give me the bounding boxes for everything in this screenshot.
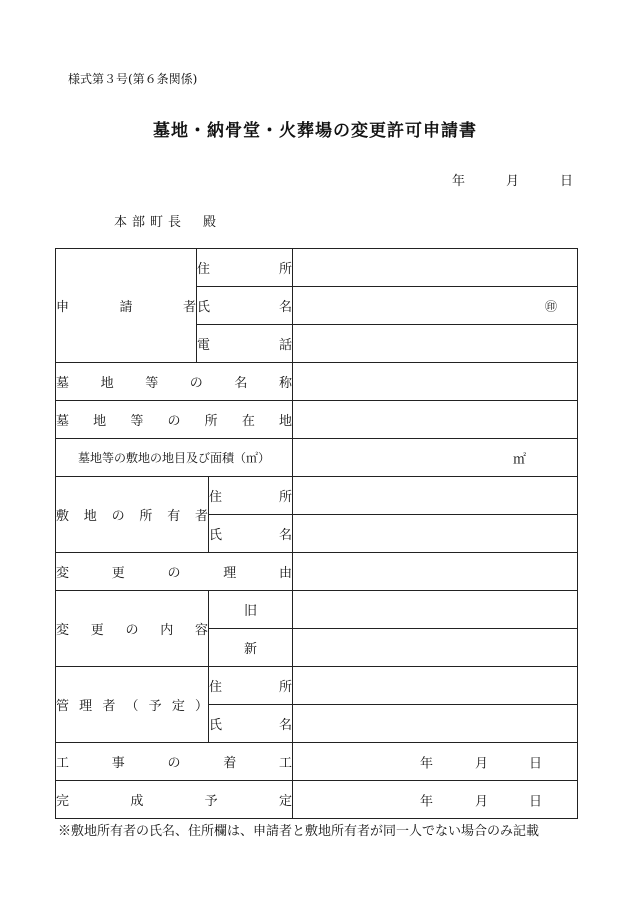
owner-name-label: 氏名 [209,515,293,553]
application-form-table [55,248,578,819]
area-unit: ㎡ [513,452,527,467]
manager-label: 管理者（予定） [56,667,209,743]
owner-address-field[interactable] [293,477,578,515]
applicant-name-field[interactable] [293,287,578,325]
manager-address-field[interactable] [293,667,578,705]
construction-year-label: 年 [420,756,434,771]
table-row [56,553,578,591]
owner-label: 敷地の所有者 [56,477,209,553]
manager-address-label: 住所 [209,667,293,705]
change-new-label: 新 [209,629,293,667]
applicant-label: 申請者 [56,249,197,363]
manager-name-label: 氏名 [209,705,293,743]
table-row [56,401,578,439]
completion-day-label: 日 [529,794,543,809]
table-row [56,439,578,477]
completion-planned-label: 完成予定 [56,781,293,819]
addressee-honorific: 殿 [203,215,217,230]
change-old-label: 旧 [209,591,293,629]
table-row [56,477,578,515]
applicant-phone-label: 電話 [197,325,293,363]
addressee: 本部町長 [114,215,187,230]
date-year-label: 年 [452,174,466,189]
change-new-field[interactable] [293,629,578,667]
change-old-field[interactable] [293,591,578,629]
construction-day-label: 日 [529,756,543,771]
facility-location-field[interactable] [293,401,578,439]
change-content-label: 変更の内容 [56,591,209,667]
date-day-label: 日 [560,174,574,189]
completion-month-label: 月 [475,794,489,809]
facility-location-label: 墓地等の所在地 [56,401,293,439]
applicant-name-label: 氏名 [197,287,293,325]
owner-name-field[interactable] [293,515,578,553]
form-number: 様式第３号(第６条関係) [68,72,198,86]
land-area-label: 墓地等の敷地の地目及び面積（㎡） [56,439,293,477]
table-row [56,781,578,819]
table-row [56,363,578,401]
date-month-label: 月 [506,174,520,189]
table-row [56,591,578,629]
manager-name-field[interactable] [293,705,578,743]
facility-name-label: 墓地等の名称 [56,363,293,401]
document-title: 墓地・納骨堂・火葬場の変更許可申請書 [153,121,477,141]
applicant-address-label: 住所 [197,249,293,287]
completion-year-label: 年 [420,794,434,809]
applicant-phone-field[interactable] [293,325,578,363]
construction-start-label: 工事の着工 [56,743,293,781]
change-reason-field[interactable] [293,553,578,591]
seal-mark: ㊞ [545,299,558,313]
completion-planned-field[interactable] [293,781,578,819]
change-reason-label: 変更の理由 [56,553,293,591]
applicant-address-field[interactable] [293,249,578,287]
construction-start-field[interactable] [293,743,578,781]
table-row [56,743,578,781]
table-row [56,249,578,287]
construction-month-label: 月 [475,756,489,771]
facility-name-field[interactable] [293,363,578,401]
owner-address-label: 住所 [209,477,293,515]
table-row [56,667,578,705]
land-area-field[interactable] [293,439,578,477]
footnote: ※敷地所有者の氏名、住所欄は、申請者と敷地所有者が同一人でない場合のみ記載 [58,824,540,839]
